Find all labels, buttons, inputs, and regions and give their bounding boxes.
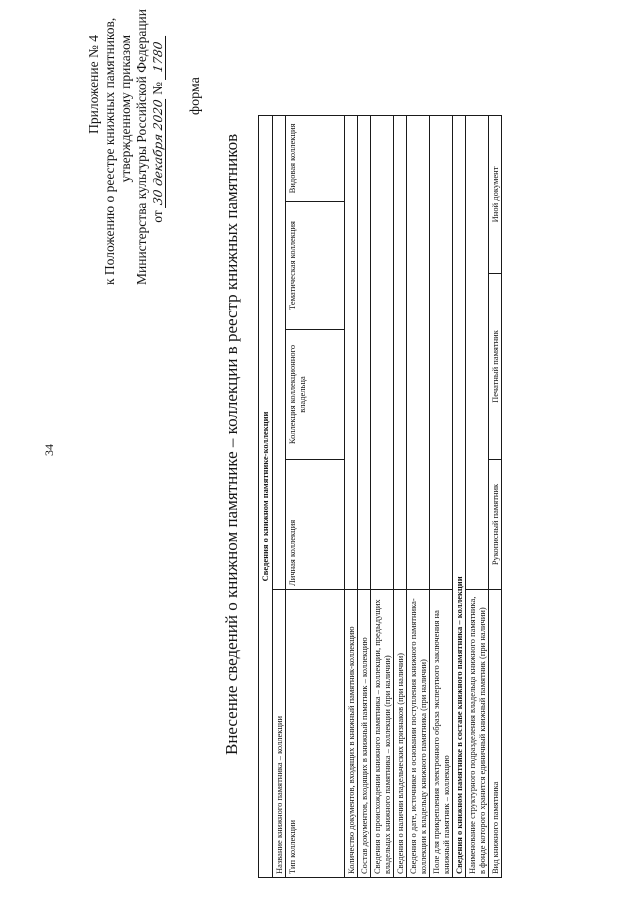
order-prefix: от [150, 210, 165, 223]
registry-table [258, 115, 502, 878]
section-heading: Сведения о книжном памятнике в составе книжного памятника – коллекции [453, 115, 466, 877]
row-label: Количество документов, входящих в книжный памятник-коллекцию [345, 590, 358, 878]
row-label: Наименование структурного подразделения владельца книжного памятника, в фонде которого хранится единичный книжный памятник (при наличии) [466, 590, 489, 878]
table-row [466, 115, 489, 877]
form-label: форма [188, 77, 203, 115]
annex-line-3: утвержденному приказом [118, 35, 133, 183]
type-option: Видовая коллекция [286, 115, 345, 201]
row-label: Сведения о происхождении книжного памятника – коллекции, предыдущих владельцах книжного памятника – коллекции (при наличии) [371, 590, 394, 878]
table-header: Сведения о книжном памятнике-коллекции [259, 115, 273, 877]
type-option: Тематическая коллекция [286, 202, 345, 330]
row-label: Сведения о дате, источнике и основании поступления книжного памятника-коллекции к владельцу книжного памятника (при наличии) [407, 590, 430, 878]
order-date: 30 декабря 2020 [151, 97, 166, 209]
row-value[interactable] [345, 115, 358, 589]
row-value[interactable] [371, 115, 394, 589]
section-row [453, 115, 466, 877]
table-row [286, 115, 345, 877]
type-option: Коллекция коллекционного владельца [286, 330, 345, 460]
table-row [489, 115, 502, 877]
table-row [273, 115, 286, 877]
row-value[interactable] [407, 115, 430, 589]
table-row [430, 115, 453, 877]
kind-label: Вид книжного памятника [489, 590, 502, 878]
document-title: Внесение сведений о книжном памятнике – коллекции в реестр книжных памятников [222, 133, 241, 755]
type-option: Личная коллекция [286, 460, 345, 590]
order-line [150, 35, 166, 223]
table-header-row [259, 115, 273, 877]
kind-option: Печатный памятник [489, 274, 502, 460]
order-number: 1780 [151, 34, 166, 80]
order-number-prefix: № [150, 82, 165, 95]
row-label: Состав документов, входящих в книжный памятник – коллекцию [358, 590, 371, 878]
row-value[interactable] [466, 115, 489, 589]
annex-block [86, 9, 166, 285]
row-label: Сведения о наличии владельческих признаков (при наличии) [394, 590, 407, 878]
row-label: Поле для прикрепления электронного образа экспертного заключения на книжный памятник – коллекцию [430, 590, 453, 878]
kind-option: Иной документ [489, 115, 502, 273]
table-row [407, 115, 430, 877]
row-value[interactable] [430, 115, 453, 589]
table-row [394, 115, 407, 877]
type-label: Тип коллекции [286, 590, 345, 878]
table-row [371, 115, 394, 877]
row-value[interactable] [358, 115, 371, 589]
annex-line-2: к Положению о реестре книжных памятников, [102, 17, 117, 285]
name-label: Название книжного памятника – коллекции [273, 590, 286, 878]
kind-option: Рукописный памятник [489, 460, 502, 590]
table-row [358, 115, 371, 877]
annex-line-4: Министерства культуры Российской Федерации [134, 9, 149, 285]
page-number: 34 [42, 444, 56, 456]
name-value[interactable] [273, 115, 286, 589]
table-row [345, 115, 358, 877]
row-value[interactable] [394, 115, 407, 589]
annex-line-1: Приложение № 4 [86, 35, 101, 134]
